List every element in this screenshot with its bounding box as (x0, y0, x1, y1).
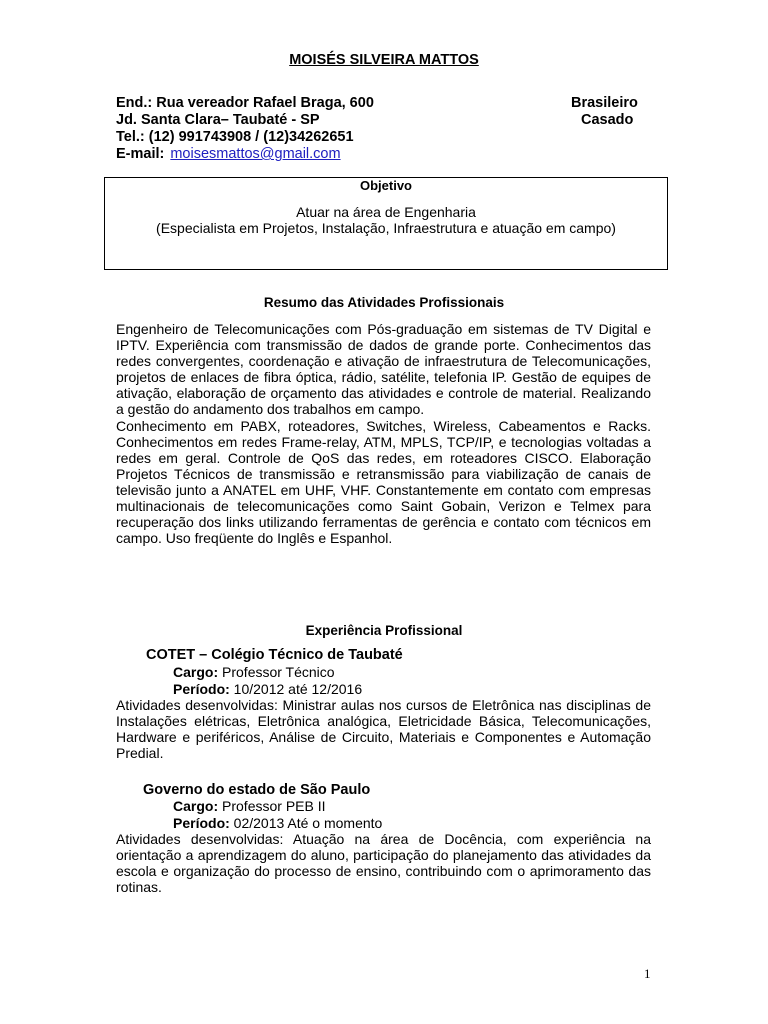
summary-paragraph-2: Conhecimento em PABX, roteadores, Switches, Wireless, Cabeamentos e Racks. Conhecimentos em redes Frame-relay, ATM, MPLS, TCP/IP, e tecnologias voltadas a redes em geral. Controle de QoS das redes, em roteadores CISCO. Elaboração Projetos Técnicos de transmissão e retransmissão para viabilização de canais de televisão junto a ANATEL em UHF, VHF. Constantemente em contato com empresas multinacionais de telecomunicações como Saint Gobain, Verizon e Telmex para recuperação dos links utilizando ferramentas de gerência e contato com técnicos em campo. Uso freqüente do Inglês e Espanhol. (116, 417, 651, 547)
objective-box (104, 177, 668, 270)
email-label: E-mail: (116, 146, 165, 162)
email-line (116, 146, 341, 163)
summary-paragraph-1: Engenheiro de Telecomunicações com Pós-graduação em sistemas de TV Digital e IPTV. Experiência com transmissão de dados de grande porte. Conhecimentos das redes convergentes, coordenação e ativação de infraestrutura de Telecomunicações, projetos de enlaces de fibra óptica, rádio, satélite, telefonia IP. Gestão de equipes de ativação, elaboração de orçamento das atividades e controle de material. Realizando a gestão do andamento dos trabalhos em campo. (116, 321, 651, 418)
objective-title: Objetivo (359, 178, 412, 193)
experience-title: Experiência Profissional (305, 623, 463, 638)
cargo-value: Professor PEB II (218, 798, 326, 814)
periodo-label: Período: (173, 815, 230, 831)
cargo-value: Professor Técnico (218, 664, 335, 680)
candidate-name: MOISÉS SILVEIRA MATTOS (289, 52, 479, 68)
job-description: Atividades desenvolvidas: Ministrar aulas nos cursos de Eletrônica nas disciplinas de Instalações elétricas, Eletrônica analógica, Eletricidade Básica, Telecomunicações, Hardware e periféricos, Análise de Circuito, Materiais e Componentes e Automação Predial. (116, 697, 651, 762)
summary-text (116, 321, 651, 546)
periodo-label: Período: (173, 681, 230, 697)
email-link[interactable]: moisesmattos@gmail.com (170, 146, 341, 162)
objective-line-2: (Especialista em Projetos, Instalação, Infraestrutura e atuação em campo) (156, 220, 616, 236)
job-cargo (173, 664, 335, 680)
marital-status: Casado (581, 112, 634, 128)
job-cargo (173, 798, 326, 814)
periodo-value: 10/2012 até 12/2016 (229, 681, 363, 697)
summary-title: Resumo das Atividades Profissionais (263, 295, 505, 310)
cargo-label: Cargo: (173, 798, 219, 814)
phone-line: Tel.: (12) 991743908 / (12)34262651 (116, 129, 354, 145)
cargo-label: Cargo: (173, 664, 219, 680)
address-line: End.: Rua vereador Rafael Braga, 600 (116, 95, 374, 111)
job-periodo (173, 681, 362, 697)
city-line: Jd. Santa Clara– Taubaté - SP (116, 112, 320, 128)
job-org: COTET – Colégio Técnico de Taubaté (146, 647, 403, 663)
objective-line-1: Atuar na área de Engenharia (296, 204, 476, 220)
periodo-value: 02/2013 Até o momento (229, 815, 383, 831)
nationality: Brasileiro (571, 95, 638, 111)
job-org: Governo do estado de São Paulo (143, 782, 371, 798)
job-description: Atividades desenvolvidas: Atuação na área de Docência, com experiência na orientação a aprendizagem do aluno, participação do planejamento das atividades da escola e organização do processo de ensino, contribuindo com o aprimoramento das rotinas. (116, 831, 651, 896)
page-number: 1 (644, 966, 651, 981)
job-periodo (173, 815, 382, 831)
